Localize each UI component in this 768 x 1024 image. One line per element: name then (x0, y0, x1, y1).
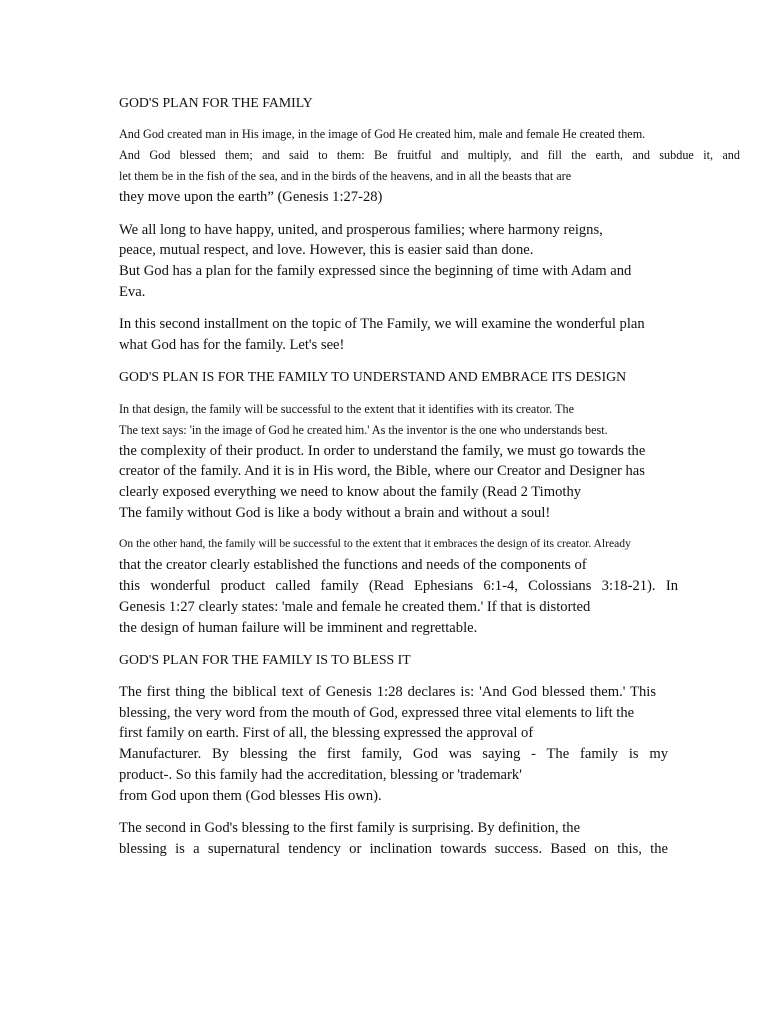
section-heading: GOD'S PLAN FOR THE FAMILY (119, 95, 313, 110)
paragraph-line: creator of the family. And it is in His word, the Bible, where our Creator and Designer has (119, 463, 645, 479)
paragraph-line: On the other hand, the family will be successful to the extent that it embraces the design of its creator. Already (119, 537, 631, 550)
paragraph-line: from God upon them (God blesses His own). (119, 788, 382, 804)
paragraph-line: The text says: 'in the image of God he created him.' As the inventor is the one who understands best. (119, 423, 608, 437)
paragraph-line: product-. So this family had the accreditation, blessing or 'trademark' (119, 767, 522, 783)
verse-line: And God created man in His image, in the image of God He created him, male and female He created them. (119, 127, 646, 141)
paragraph-line: blessing, the very word from the mouth of God, expressed three vital elements to lift the (119, 705, 635, 721)
paragraph-line: Manufacturer. By blessing the first family, God was saying - The family is my (119, 746, 668, 762)
paragraph-line: that the creator clearly established the functions and needs of the components of (119, 557, 587, 573)
paragraph-line: But God has a plan for the family expressed since the beginning of time with Adam and (119, 263, 632, 279)
paragraph-line: The second in God's blessing to the first family is surprising. By definition, the (119, 820, 581, 836)
paragraph-line: this wonderful product called family (Read Ephesians 6:1-4, Colossians 3:18-21). In (119, 578, 678, 594)
verse-line: they move upon the earth” (Genesis 1:27-28) (119, 189, 383, 205)
paragraph-line: clearly exposed everything we need to know about the family (Read 2 Timothy (119, 484, 582, 500)
paragraph-line: The first thing the biblical text of Genesis 1:28 declares is: 'And God blessed them.' This (119, 684, 656, 700)
paragraph-line: the design of human failure will be imminent and regrettable. (119, 620, 478, 636)
paragraph-line: blessing is a supernatural tendency or inclination towards success. Based on this, the (119, 841, 668, 857)
section-heading: GOD'S PLAN FOR THE FAMILY IS TO BLESS IT (119, 652, 411, 667)
verse-line: let them be in the fish of the sea, and in the birds of the heavens, and in all the beasts that are (119, 169, 572, 183)
paragraph-line: first family on earth. First of all, the blessing expressed the approval of (119, 725, 534, 741)
paragraph-line: the complexity of their product. In order to understand the family, we must go towards the (119, 443, 646, 459)
verse-line: And God blessed them; and said to them: Be fruitful and multiply, and fill the earth, and subdue it, and (119, 148, 740, 162)
paragraph-line: what God has for the family. Let's see! (119, 337, 345, 353)
paragraph-line: The family without God is like a body without a brain and without a soul! (119, 505, 551, 521)
paragraph-line: peace, mutual respect, and love. However, this is easier said than done. (119, 242, 534, 258)
section-heading: GOD'S PLAN IS FOR THE FAMILY TO UNDERSTAND AND EMBRACE ITS DESIGN (119, 369, 627, 384)
paragraph-line: In that design, the family will be successful to the extent that it identifies with its creator. The (119, 402, 575, 416)
paragraph-line: In this second installment on the topic of The Family, we will examine the wonderful plan (119, 316, 645, 332)
paragraph-line: We all long to have happy, united, and prosperous families; where harmony reigns, (119, 222, 603, 238)
paragraph-line: Eva. (119, 284, 146, 300)
paragraph-line: Genesis 1:27 clearly states: 'male and female he created them.' If that is distorted (119, 599, 591, 615)
